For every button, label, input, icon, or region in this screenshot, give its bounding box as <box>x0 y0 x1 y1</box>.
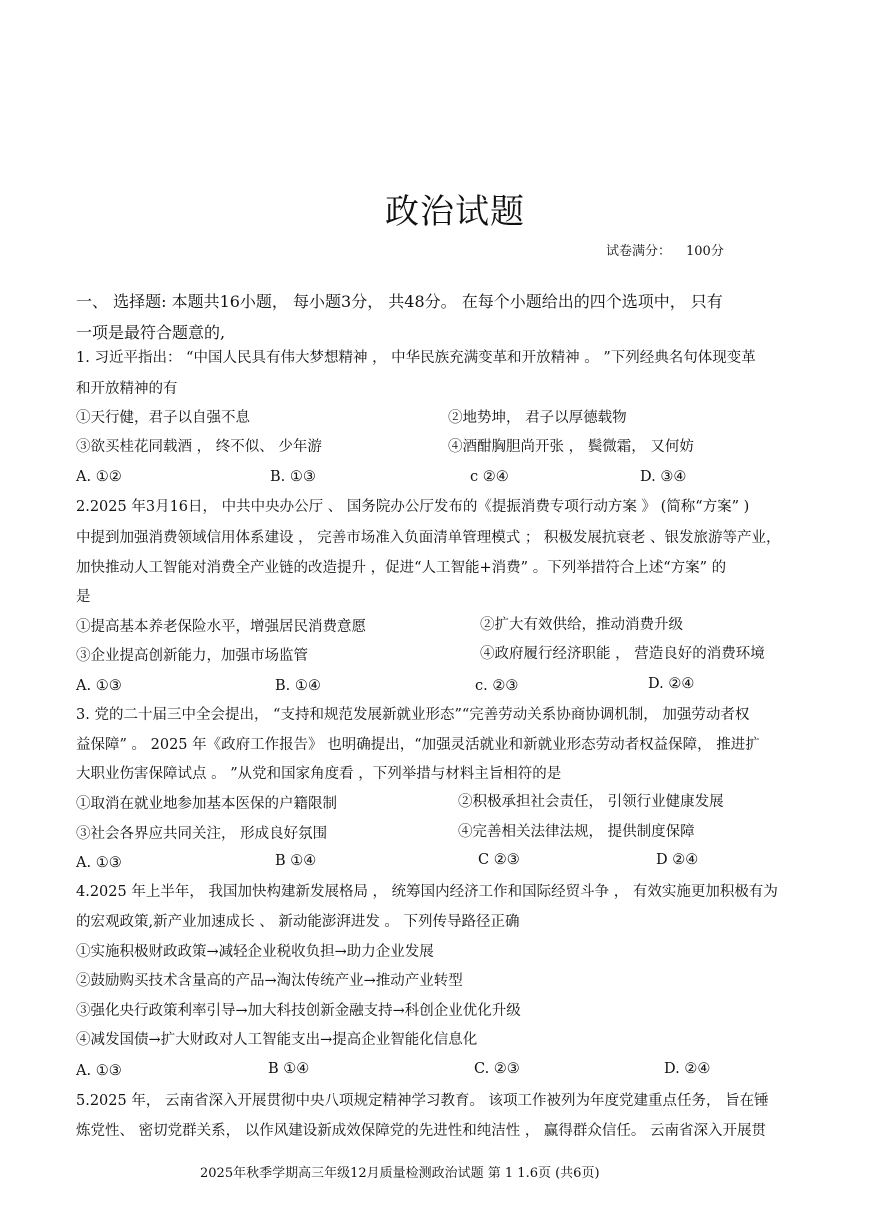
q4-statement-3: ③强化央行政策利率引导→加大科技创新金融支持→科创企业优化升级 <box>76 1003 521 1019</box>
q2-statement-2: ②扩大有效供给，推动消费升级 <box>480 617 683 633</box>
q3-stem-line3: 大职业伤害保障试点 。 ”从党和国家角度看 ，下列举措与材料主旨相符的是 <box>76 766 562 782</box>
q4-statement-1: ①实施积极财政政策→减轻企业税收负担→助力企业发展 <box>76 944 434 960</box>
q1-statement-2: ②地势坤， 君子以厚德载物 <box>448 410 627 426</box>
q4-option-c: C. ②③ <box>474 1061 520 1077</box>
q3-statement-1: ①取消在就业地参加基本医保的户籍限制 <box>76 796 337 812</box>
q2-option-b: B. ①④ <box>275 678 321 694</box>
page-title: 政治试题 <box>385 192 525 232</box>
q3-stem-line1: 3. 党的二十届三中全会提出， “支持和规范发展新就业形态”“完善劳动关系协商协调机制， 加强劳动者权 <box>76 707 750 723</box>
section-instruction-line1: 一、 选择题: 本题共16小题， 每小题3分， 共48分。 在每个小题给出的四个选项中， 只有 <box>76 292 723 311</box>
score-label: 试卷满分： <box>606 244 672 259</box>
q1-stem-line1: 1. 习近平指出： “中国人民具有伟大梦想精神 ， 中华民族充满变革和开放精神 。 ”下列经典名句体现变革 <box>76 350 756 366</box>
q2-statement-4: ④政府履行经济职能 ， 营造良好的消费环境 <box>480 646 765 662</box>
section-instruction-line2: 一项是最符合题意的, <box>76 323 226 342</box>
q2-statement-3: ③企业提高创新能力，加强市场监管 <box>76 648 308 664</box>
q1-statement-4: ④酒酣胸胆尚开张 ， 鬓微霜， 又何妨 <box>448 439 694 455</box>
q4-statement-2: ②鼓励购买技术含量高的产品→淘汰传统产业→推动产业转型 <box>76 973 463 989</box>
q3-statement-2: ②积极承担社会责任， 引领行业健康发展 <box>458 794 724 810</box>
score-value: 100分 <box>686 244 724 259</box>
q4-stem-line1: 4.2025 年上半年， 我国加快构建新发展格局 ， 统筹国内经济工作和国际经贸斗争 ， 有效实施更加积极有为 <box>76 884 778 900</box>
q5-stem-line1: 5.2025 年， 云南省深入开展贯彻中央八项规定精神学习教育。 该项工作被列为年度党建重点任务， 旨在锤 <box>76 1093 769 1109</box>
q4-option-d: D. ②④ <box>664 1061 711 1077</box>
q1-option-a: A. ①② <box>76 469 122 485</box>
q4-option-b: B ①④ <box>268 1061 310 1077</box>
page-footer: 2025年秋季学期高三年级12月质量检测政治试题 第 1 1.6页 (共6页) <box>200 1166 600 1181</box>
q1-stem-line2: 和开放精神的有 <box>76 381 178 397</box>
q2-stem-line3: 加快推动人工智能对消费全产业链的改造提升 ，促进“人工智能+消费” 。下列举措符合上述“方案” 的 <box>76 560 727 576</box>
q4-option-a: A. ①③ <box>76 1063 122 1079</box>
q3-option-c: C ②③ <box>478 852 520 868</box>
q3-option-b: B ①④ <box>275 853 317 869</box>
q1-statement-1: ①天行健，君子以自强不息 <box>76 410 250 426</box>
q1-option-c: c ②④ <box>470 469 509 485</box>
q3-option-d: D ②④ <box>656 852 699 868</box>
q1-option-d: D. ③④ <box>640 469 687 485</box>
q3-statement-3: ③社会各界应共同关注， 形成良好氛围 <box>76 826 328 842</box>
q3-statement-4: ④完善相关法律法规， 提供制度保障 <box>458 824 695 840</box>
q1-statement-3: ③欲买桂花同载酒 ， 终不似、 少年游 <box>76 439 322 455</box>
q3-stem-line2: 益保障” 。 2025 年《政府工作报告》 也明确提出，“加强灵活就业和新就业形态劳动者权益保障， 推进扩 <box>76 737 760 753</box>
q2-stem-line4: 是 <box>76 589 91 605</box>
q2-option-a: A. ①③ <box>76 678 122 694</box>
q4-stem-line2: 的宏观政策,新产业加速成长 、 新动能澎湃进发 。 下列传导路径正确 <box>76 914 520 930</box>
q1-option-b: B. ①③ <box>270 469 316 485</box>
q4-statement-4: ④减发国债→扩大财政对人工智能支出→提高企业智能化信息化 <box>76 1032 478 1048</box>
q5-stem-line2: 炼党性、 密切党群关系， 以作风建设新成效保障党的先进性和纯洁性 ， 赢得群众信任。 云南省深入开展贯 <box>76 1123 767 1139</box>
q2-statement-1: ①提高基本养老保险水平，增强居民消费意愿 <box>76 619 366 635</box>
q2-option-d: D. ②④ <box>648 676 695 692</box>
q2-stem-line1: 2.2025 年3月16日， 中共中央办公厅 、 国务院办公厅发布的《提振消费专项行动方案 》 (简称“方案” ) <box>76 499 750 515</box>
q2-stem-line2: 中提到加强消费领域信用体系建设 ， 完善市场准入负面清单管理模式 ； 积极发展抗衰老 、银发旅游等产业， <box>76 530 781 546</box>
q3-option-a: A. ①③ <box>76 855 122 871</box>
q2-option-c: c. ②③ <box>475 678 519 694</box>
